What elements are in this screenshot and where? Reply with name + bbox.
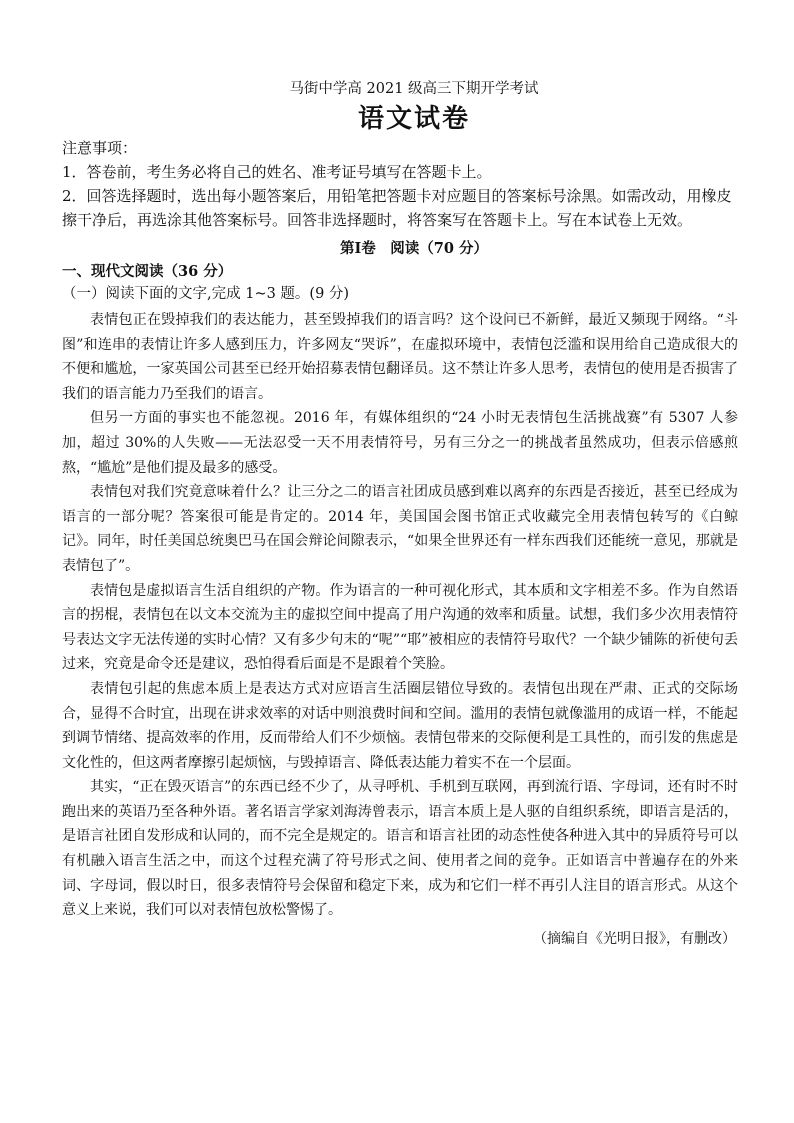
notice-heading: 注意事项： <box>62 139 138 157</box>
notice-item-2: 2．回答选择题时，选出每小题答案后，用铅笔把答题卡对应题目的答案标号涂黑。如需改动，用橡皮擦干净后，再选涂其他答案标号。回答非选择题时，将答案写在答题卡上。写在本试卷上无效。 <box>62 187 732 229</box>
article-source: （摘编自《光明日报》，有删改） <box>533 930 736 947</box>
notice-item-1: 1．答卷前，考生务必将自己的姓名、准考证号填写在答题卡上。 <box>62 163 492 181</box>
article-paragraph-2: 但另一方面的事实也不能忽视。2016 年，有媒体组织的“24 小时无表情包生活挑战赛”有 5307 人参加，超过 30%的人失败——无法忍受一天不用表情符号，另有三分之一的挑战者虽然成功，但表示倍感煎熬，“尴尬”是他们提及最多的感受。 <box>62 410 738 476</box>
article-paragraph-4: 表情包是虚拟语言生活自组织的产物。作为语言的一种可视化形式，其本质和文字相差不多。作为自然语言的拐棍，表情包在以文本交流为主的虚拟空间中提高了用户沟通的效率和质量。试想，我们多少次用表情符号表达文字无法传递的实时心情？又有多少句末的“呢”“耶”被相应的表情符号取代？一个缺少铺陈的祈使句丢过来，究竟是命令还是建议，恐怕得看后面是不是跟着个笑脸。 <box>62 582 738 673</box>
exam-subtitle: 马街中学高 2021 级高三下期开学考试 <box>289 81 539 97</box>
part-title: 一、现代文阅读（36 分） <box>62 263 233 280</box>
exam-title: 语文试卷 <box>357 104 470 134</box>
article-paragraph-3: 表情包对我们究竟意味着什么？让三分之二的语言社团成员感到难以离弃的东西是否接近，甚至已经成为语言的一部分呢？答案很可能是肯定的。2014 年，美国国会图书馆正式收藏完全用表情包转写的《白鲸记》。同年，时任美国总统奥巴马在国会辩论间隙表示，“如果全世界还有一样东西我们还能统一意见，那就是表情包了”。 <box>62 484 738 574</box>
notice-block <box>62 136 738 232</box>
article-paragraph-5: 表情包引起的焦虑本质上是表达方式对应语言生活圈层错位导致的。表情包出现在严肃、正式的交际场合，显得不合时宜，出现在讲求效率的对话中则浪费时间和空间。滥用的表情包就像滥用的成语一样，不能起到调节情绪、提高效率的作用，反而带给人们不少烦恼。表情包带来的交际便利是工具性的，而引发的焦虑是文化性的，但这两者摩擦引起烦恼，与毁掉语言、降低表达能力着实不在一个层面。 <box>62 680 738 771</box>
sub-instruction: （一）阅读下面的文字,完成 1~3 题。(9 分) <box>62 286 350 302</box>
section-title: 第Ⅰ卷 阅读（70 分） <box>339 240 488 257</box>
exam-page <box>62 78 738 951</box>
article-paragraph-1: 表情包正在毁掉我们的表达能力，甚至毁掉我们的语言吗？这个设问已不新鲜，最近又频现于网络。“斗图”和连串的表情让许多人感到压力，许多网友“哭诉”，在虚拟环境中，表情包泛滥和误用给自己造成很大的不便和尴尬，一家英国公司甚至已经开始招募表情包翻译员。这不禁让许多人思考，表情包的使用是否损害了我们的语言能力乃至我们的语言。 <box>62 312 738 402</box>
article-body <box>62 308 738 923</box>
article-paragraph-6: 其实，“正在毁灭语言”的东西已经不少了，从寻呼机、手机到互联网，再到流行语、字母词，还有时不时跑出来的英语乃至各种外语。著名语言学家刘海涛曾表示，语言本质上是人驱的自组织系统，即语言是活的，是语言社团自发形成和认同的，而不完全是规定的。语言和语言社团的动态性使各种进入其中的异质符号可以有机融入语言生活之中，而这个过程充满了符号形式之间、使用者之间的竞争。正如语言中普遍存在的外来词、字母词，假以时日，很多表情符号会保留和稳定下来，成为和它们一样不再引人注目的语言形式。从这个意义上来说，我们可以对表情包放松警惕了。 <box>62 779 738 919</box>
